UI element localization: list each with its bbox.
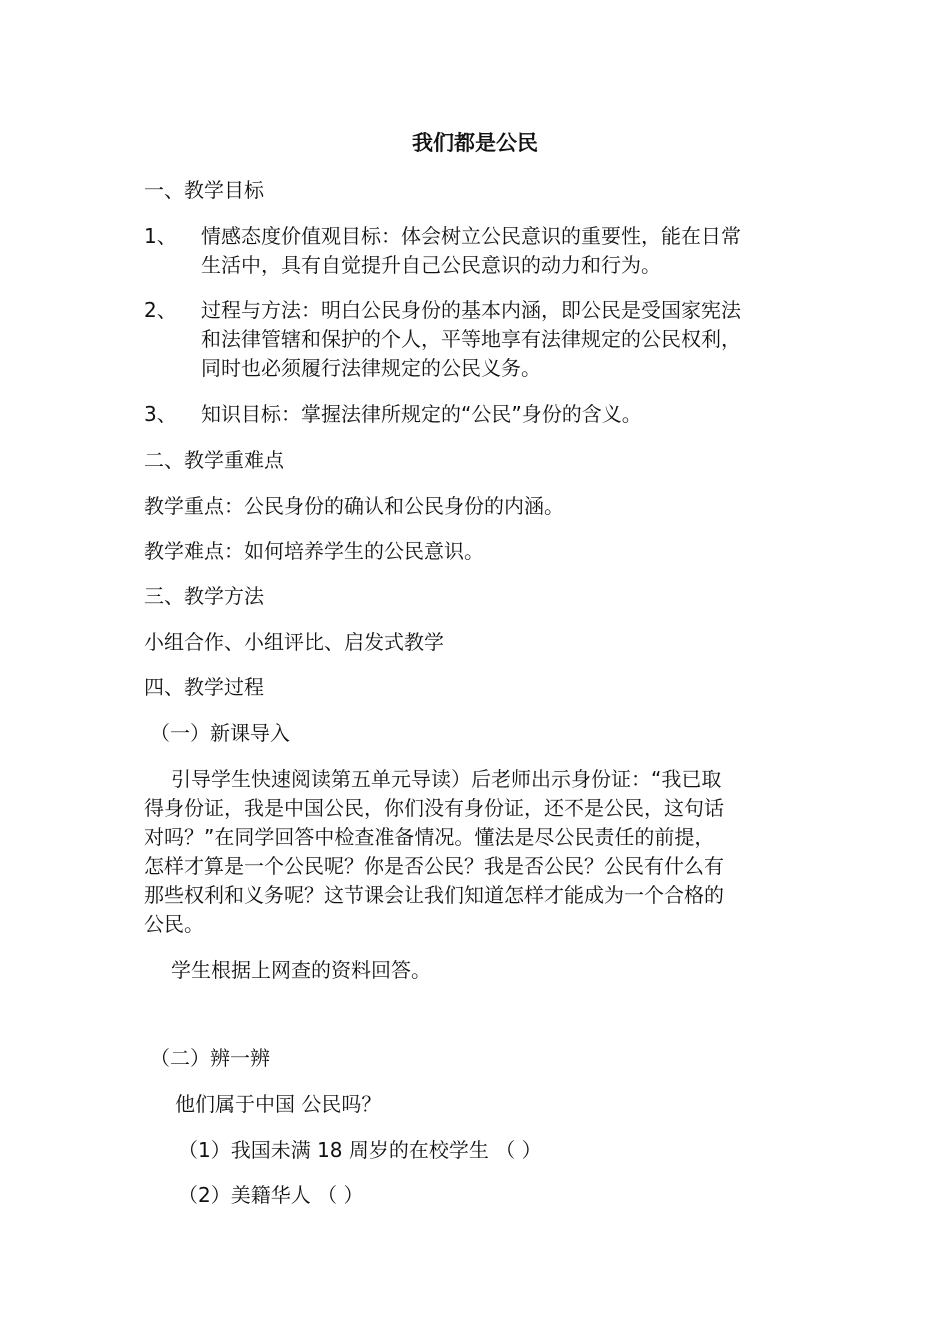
objective-text-2 — [201, 296, 741, 383]
key-point-text: 教学重点：公民身份的确认和公民身份的内涵。 — [144, 494, 564, 518]
objective-2-line: 和法律管辖和保护的个人，平等地享有法律规定的公民权利， — [201, 327, 741, 351]
objective-1-line: 情感态度价值观目标：体会树立公民意识的重要性，能在日常 — [201, 224, 741, 248]
intro-paragraph-line: 怎样才算是一个公民呢？你是否公民？我是否公民？公民有什么有 — [144, 854, 724, 878]
subsection-heading-intro: （一）新课导入 — [150, 721, 290, 745]
discern-item-1: （1）我国未满 18 周岁的在校学生 （ ） — [178, 1138, 542, 1162]
objective-text-1 — [201, 222, 741, 280]
objective-2-line: 过程与方法：明白公民身份的基本内涵，即公民是受国家宪法 — [201, 298, 741, 322]
intro-paragraph-line: 引导学生快速阅读第五单元导读）后老师出示身份证：“我已取 — [171, 767, 722, 791]
document-title: 我们都是公民 — [412, 131, 538, 155]
intro-paragraph-line: 公民。 — [144, 912, 204, 936]
student-answer-text: 学生根据上网查的资料回答。 — [171, 958, 431, 982]
section-heading-methods: 三、教学方法 — [144, 584, 264, 608]
objective-number-3: 3、 — [144, 402, 177, 426]
section-heading-process: 四、教学过程 — [144, 675, 264, 699]
intro-paragraph — [144, 765, 724, 939]
objective-2-line: 同时也必须履行法律规定的公民义务。 — [201, 356, 541, 380]
intro-paragraph-line: 得身份证，我是中国公民，你们没有身份证，还不是公民，这句话 — [144, 796, 724, 820]
intro-paragraph-line: 那些权利和义务呢？这节课会让我们知道怎样才能成为一个合格的 — [144, 883, 724, 907]
section-heading-objectives: 一、教学目标 — [144, 178, 264, 202]
section-heading-key-points: 二、教学重难点 — [144, 448, 284, 472]
discern-item-2: （2）美籍华人 （ ） — [178, 1183, 364, 1207]
objective-number-1: 1、 — [144, 224, 177, 248]
subsection-heading-discern: （二）辨一辨 — [150, 1046, 270, 1070]
objective-text-3 — [201, 400, 642, 429]
objective-1-line: 生活中，具有自觉提升自己公民意识的动力和行为。 — [201, 253, 661, 277]
objective-number-2: 2、 — [144, 298, 177, 322]
methods-text: 小组合作、小组评比、启发式教学 — [144, 630, 444, 654]
difficulty-text: 教学难点：如何培养学生的公民意识。 — [144, 539, 484, 563]
discern-question: 他们属于中国 公民吗？ — [175, 1092, 382, 1116]
intro-paragraph-line: 对吗？”在同学回答中检查准备情况。懂法是尽公民责任的前提， — [144, 825, 715, 849]
objective-3-line: 知识目标：掌握法律所规定的“公民”身份的含义。 — [201, 402, 642, 426]
